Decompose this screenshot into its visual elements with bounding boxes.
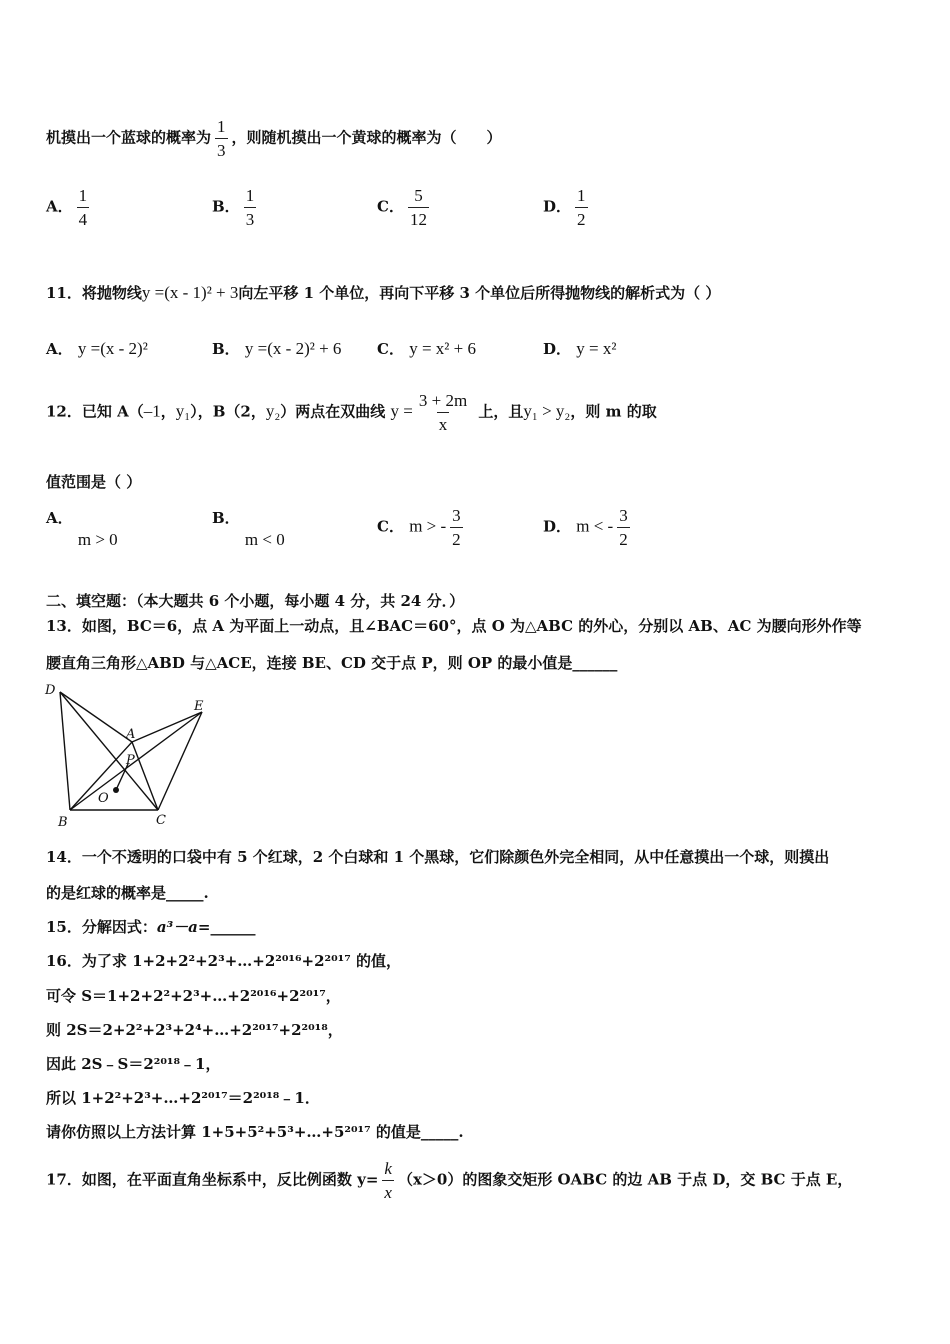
segment-dc — [60, 692, 158, 810]
q11-option-c[interactable]: C． y = x² + 6 — [377, 339, 476, 358]
q13-line1: 13．如图，BC＝6，点 A 为平面上一动点，且∠BAC＝60°，点 O 为△ABC 的外心，分别以 AB、AC 为腰向形外作等 — [46, 617, 862, 635]
label-c: C — [156, 813, 166, 828]
q14-line1: 14．一个不透明的口袋中有 5 个红球，2 个白球和 1 个黑球，它们除颜色外完全相同，从中任意摸出一个球，则摸出 — [46, 848, 830, 866]
q12-option-a[interactable]: A． m > 0 — [46, 509, 118, 549]
label-d: D — [45, 683, 56, 698]
q11-formula: y =(x - 1)² + 3 — [141, 283, 239, 302]
label-a: A — [126, 727, 136, 742]
q16-line3: 则 2S＝2+2²+2³+2⁴+…+2²⁰¹⁷+2²⁰¹⁸， — [46, 1021, 343, 1039]
q10-option-d[interactable]: D． $\frac{1}{2}$ — [543, 186, 586, 229]
q16-line5: 所以 1+2²+2³+…+2²⁰¹⁷＝2²⁰¹⁸﹣1． — [46, 1089, 320, 1107]
segment-ac — [132, 742, 158, 810]
q12-question: 12．已知 A（–1，y₁），B（2，y₂）两点在双曲线 y = $\frac{3 + 2m}{x}$ 上，且y₁ > y₂，则 m 的取 — [46, 391, 657, 434]
q15-line: 15．分解因式：a³－a=______ — [46, 918, 256, 936]
q13-figure — [40, 680, 220, 830]
label-b: B — [58, 815, 68, 830]
label-p: P — [126, 753, 135, 768]
q10-fraction: $\frac{1}{3}$ — [217, 117, 226, 160]
q16-line6: 请你仿照以上方法计算 1+5+5²+5³+…+5²⁰¹⁷ 的值是_____. — [46, 1123, 464, 1141]
q10-option-b[interactable]: B． $\frac{1}{3}$ — [212, 186, 255, 229]
q12-option-b[interactable]: B． m < 0 — [212, 509, 285, 549]
q16-line2: 可令 S＝1+2+2²+2³+…+2²⁰¹⁶+2²⁰¹⁷， — [46, 987, 341, 1005]
q11-option-a[interactable]: A． y =(x - 2)² — [46, 339, 148, 358]
q17-line: 17．如图，在平面直角坐标系中，反比例函数 y= $\frac{k}{x}$ （x＞0）的图象交矩形 OABC 的边 AB 于点 D，交 BC 于点 E， — [46, 1159, 853, 1202]
q10-option-c[interactable]: C． $\frac{5}{12}$ — [377, 186, 427, 229]
q12-curve-fraction: $\frac{3 + 2m}{x}$ — [418, 391, 468, 434]
segment-be — [70, 712, 202, 810]
section-title: 二、填空题：（本大题共 6 个小题，每小题 4 分，共 24 分．） — [46, 592, 465, 610]
q10-line: 机摸出一个蓝球的概率为 $\frac{1}{3}$ ，则随机摸出一个黄球的概率为（ ） — [46, 117, 502, 160]
segment-ce — [158, 712, 202, 810]
segment-db — [60, 692, 70, 810]
q11-option-d[interactable]: D． y = x² — [543, 339, 617, 358]
point-o — [113, 787, 119, 793]
q12-line2: 值范围是（ ） — [46, 473, 142, 491]
q11-question: 11．将抛物线y =(x - 1)² + 3向左平移 1 个单位，再向下平移 3 个单位后所得抛物线的解析式为（ ） — [46, 283, 721, 302]
label-e: E — [194, 699, 204, 714]
label-o: O — [98, 791, 109, 806]
q11-option-b[interactable]: B． y =(x - 2)² + 6 — [212, 339, 342, 358]
q14-line2: 的是红球的概率是_____. — [46, 884, 209, 902]
q10-option-a[interactable]: A． $\frac{1}{4}$ — [46, 186, 88, 229]
q12-option-d[interactable]: D． m < - $\frac{3}{2}$ — [543, 506, 628, 549]
q16-line1: 16．为了求 1+2+2²+2³+…+2²⁰¹⁶+2²⁰¹⁷ 的值， — [46, 952, 402, 970]
q12-option-c[interactable]: C． m > - $\frac{3}{2}$ — [377, 506, 461, 549]
q16-line4: 因此 2S﹣S＝2²⁰¹⁸﹣1， — [46, 1055, 221, 1073]
q13-line2: 腰直角三角形△ABD 与△ACE，连接 BE、CD 交于点 P，则 OP 的最小值是______ — [46, 654, 618, 672]
